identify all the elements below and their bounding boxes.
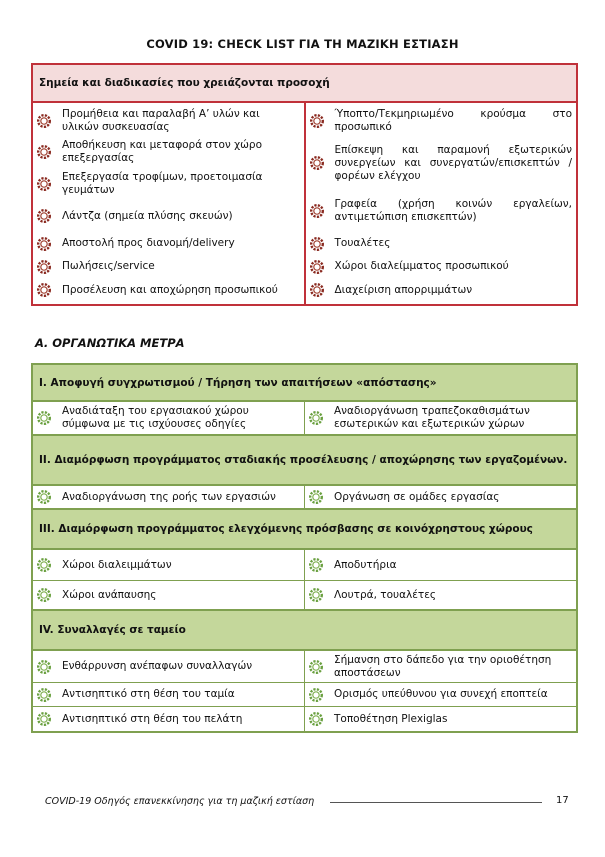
checklist-item[interactable] [310,232,573,255]
measure-cell [305,707,578,733]
checklist-item[interactable] [309,588,572,602]
measure-cell [32,650,305,683]
checklist-item[interactable] [309,558,572,572]
group-header: ΙΙ. Διαμόρφωση προγράμματος σταδιακής προσέλευσης / αποχώρησης των εργαζομένων. [32,435,577,485]
checklist-item-label: Λουτρά, τουαλέτες [334,588,437,601]
checklist-item-label: Αποδυτήρια [334,558,397,571]
checklist-item-label: Αναδιάταξη του εργασιακού χώρου σύμφωνα με τις ισχύουσες οδηγίες [62,405,249,430]
measure-cell [305,581,578,611]
checklist-item[interactable] [310,106,573,136]
measure-cell [305,549,578,581]
checklist-item-label: Πωλήσεις/service [62,260,155,272]
checklist-item[interactable] [309,712,572,726]
checkbox-circle-icon[interactable] [309,688,323,702]
checkbox-circle-icon[interactable] [310,283,324,297]
checklist-item-label: Αναδιοργάνωση της ροής των εργασιών [62,490,276,503]
group-header: Ι. Αποφυγή συγχρωτισμού / Τήρηση των απαιτήσεων «απόστασης» [32,364,577,401]
checklist-item-label: Αποστολή προς διανομή/delivery [62,237,235,249]
checkbox-circle-icon[interactable] [37,145,51,159]
checklist-item-label: Λάντζα (σημεία πλύσης σκευών) [62,209,233,222]
section-heading: Α. ΟΡΓΑΝΩΤΙΚΑ ΜΕΤΡΑ [35,336,185,350]
checklist-item-label: Επίσκεψη και παραμονή εξωτερικών συνεργείων και συνεργατών/επισκεπτών /φορέων ελέγχου [334,143,572,182]
checkbox-circle-icon[interactable] [309,558,323,572]
checklist-item[interactable] [37,255,300,278]
checkbox-circle-icon[interactable] [310,237,324,251]
checkbox-circle-icon[interactable] [309,660,323,674]
checklist-item[interactable] [37,712,300,726]
checklist-item-label: Γραφεία (χρήση κοινών εργαλείων, αντιμετώπιση επισκεπτών) [334,198,572,223]
checkbox-circle-icon[interactable] [309,588,323,602]
checkbox-circle-icon[interactable] [309,712,323,726]
checklist-item[interactable] [37,490,300,504]
checklist-item[interactable] [37,167,300,200]
checklist-item[interactable] [309,405,572,431]
checklist-item-label: Ορισμός υπεύθυνου για συνεχή εποπτεία [334,688,548,700]
footer-divider [330,802,542,803]
checklist-item[interactable] [37,278,300,302]
measure-cell [32,707,305,733]
attention-points-table [31,63,578,306]
checkbox-circle-icon[interactable] [37,411,51,425]
checklist-item[interactable] [37,405,300,431]
checklist-item-label: Σήμανση στο δάπεδο για την οριοθέτηση αποστάσεων [334,653,552,679]
checklist-item-label: Χώροι διαλειμμάτων [62,558,172,571]
measure-cell [305,401,578,435]
checklist-item-label: Οργάνωση σε ομάδες εργασίας [334,490,500,503]
measure-cell [32,581,305,611]
checkbox-circle-icon[interactable] [37,688,51,702]
measure-cell [32,485,305,509]
checklist-item-label: Προμήθεια και παραλαβή Α’ υλών και υλικών συσκευασίας [62,108,260,133]
checklist-item-label: Τουαλέτες [334,237,391,249]
checkbox-circle-icon[interactable] [37,490,51,504]
checklist-item-label: Προσέλευση και αποχώρηση προσωπικού [62,283,278,296]
checklist-item-label: Ενθάρρυνση ανέπαφων συναλλαγών [62,660,253,672]
checklist-item-label: Χώροι ανάπαυσης [62,588,157,601]
checklist-item[interactable] [37,558,300,572]
checklist-item[interactable] [310,278,573,302]
measure-cell [32,683,305,707]
checklist-item-label: Αντισηπτικό στη θέση του ταμία [62,688,235,700]
checklist-item-label: Αποθήκευση και μεταφορά στον χώρο επεξεργασίας [62,138,263,164]
checklist-item[interactable] [37,200,300,232]
checklist-item[interactable] [310,136,573,190]
checkbox-circle-icon[interactable] [37,237,51,251]
checklist-item[interactable] [310,255,573,278]
checkbox-circle-icon[interactable] [37,588,51,602]
checklist-item-label: Αναδιοργάνωση τραπεζοκαθισμάτων εσωτερικών και εξωτερικών χώρων [334,405,530,430]
measure-cell [305,485,578,509]
page-number: 17 [556,795,569,806]
checkbox-circle-icon[interactable] [37,114,51,128]
checkbox-circle-icon[interactable] [309,490,323,504]
attention-points-header: Σημεία και διαδικασίες που χρειάζονται προσοχή [32,64,577,102]
checkbox-circle-icon[interactable] [310,260,324,274]
checklist-item-label: Τοποθέτηση Plexiglas [334,712,448,725]
checklist-item[interactable] [37,232,300,255]
attention-points-right-column [305,102,578,305]
measure-cell [305,683,578,707]
checklist-item[interactable] [37,660,300,674]
checklist-item-label: Χώροι διαλείμματος προσωπικού [334,260,509,272]
checklist-item[interactable] [310,190,573,232]
page-title: COVID 19: CHECK LIST ΓΙΑ ΤΗ ΜΑΖΙΚΗ ΕΣΤΙΑΣΗ [146,37,459,51]
checklist-item-label: Επεξεργασία τροφίμων, προετοιμασία γευμάτων [62,170,263,196]
checklist-item-label: Ύποπτο/Τεκμηριωμένο κρούσμα στο προσωπικό [334,108,572,133]
checkbox-circle-icon[interactable] [37,177,51,191]
attention-points-left-column [32,102,305,305]
measure-cell [305,650,578,683]
checkbox-circle-icon[interactable] [37,558,51,572]
group-header: ΙV. Συναλλαγές σε ταμείο [32,610,577,650]
checklist-item[interactable] [309,688,572,702]
checklist-item-label: Αντισηπτικό στη θέση του πελάτη [62,712,243,725]
organizational-measures-table [31,363,578,733]
checkbox-circle-icon[interactable] [37,712,51,726]
checklist-item[interactable] [37,588,300,602]
checkbox-circle-icon[interactable] [37,209,51,223]
checkbox-circle-icon[interactable] [37,283,51,297]
checkbox-circle-icon[interactable] [37,660,51,674]
checklist-item[interactable] [309,490,572,504]
measure-cell [32,549,305,581]
footer-title: COVID-19 Οδηγός επανεκκίνησης για τη μαζική εστίαση [45,796,315,807]
measure-cell [32,401,305,435]
checkbox-circle-icon[interactable] [310,114,324,128]
checklist-item[interactable] [37,136,300,167]
checklist-item-label: Διαχείριση απορριμμάτων [334,283,473,296]
group-header: ΙΙΙ. Διαμόρφωση προγράμματος ελεγχόμενης πρόσβασης σε κοινόχρηστους χώρους [32,509,577,549]
checkbox-circle-icon[interactable] [37,260,51,274]
checkbox-circle-icon[interactable] [310,204,324,218]
checklist-item[interactable] [309,654,572,680]
checkbox-circle-icon[interactable] [310,156,324,170]
checklist-item[interactable] [37,688,300,702]
checklist-item[interactable] [37,106,300,136]
checkbox-circle-icon[interactable] [309,411,323,425]
